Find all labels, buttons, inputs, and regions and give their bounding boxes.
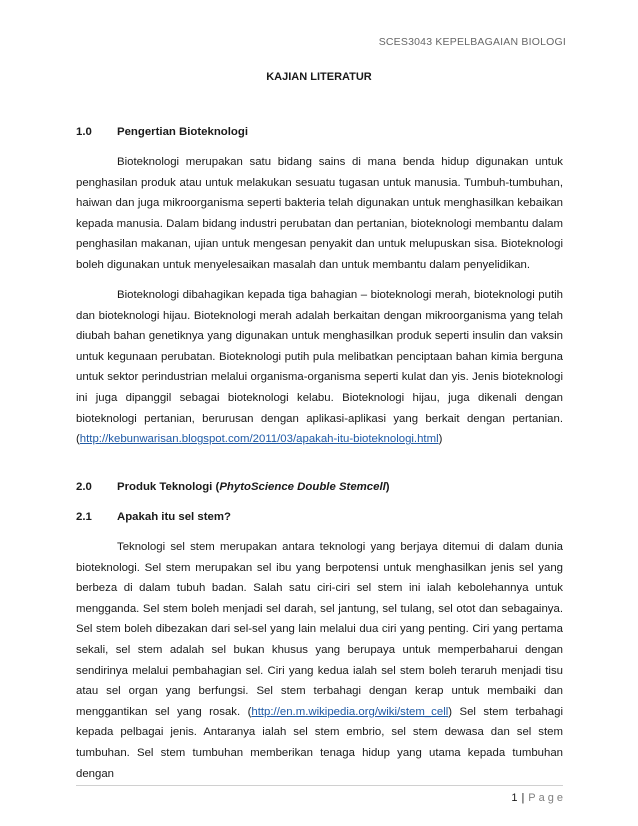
section-1-paragraph-1: Bioteknologi merupakan satu bidang sains di mana benda hidup digunakan untuk penghasilan produk atau untuk melakukan sesuatu tugasan untuk manusia. Tumbuh-tumbuhan, haiwan dan juga mikroorganisma seperti bakteria telah digunakan untuk menghasilkan kebaikan kepada manusia. Dalam bidang industri perubatan dan pertanian, bioteknologi membantu dalam penghasilan makanan, ujian untuk mengesan penyakit dan untuk melupuskan sisa. Bioteknologi boleh digunakan untuk menyelesaikan masalah dan untuk membantu dalam penyelidikan. xyxy=(76,156,563,271)
running-header: SCES3043 KEPELBAGAIAN BIOLOGI xyxy=(378,36,566,48)
footer-separator: | xyxy=(521,792,525,804)
page-number: 1 xyxy=(511,792,518,804)
section-2-title-suffix: ) xyxy=(385,481,390,493)
section-1-paragraph-2 xyxy=(76,285,563,450)
section-2-title-product: PhytoScience Double Stemcell xyxy=(219,481,386,493)
section-2-1-number: 2.1 xyxy=(76,511,92,523)
section-1-paragraph-2-text: Bioteknologi dibahagikan kepada tiga bahagian – bioteknologi merah, bioteknologi putih dan bioteknologi hijau. Bioteknologi merah adalah berkaitan dengan mikroorganisma yang telah diubah bahan genetiknya yang digunakan untuk menghasilkan produk seperti insulin dan vaksin untuk kegunaan perubatan. Bioteknologi putih pula melibatkan penciptaan bahan kimia berguna untuk sektor perindustrian melalui organisma-organisma seperti kulat dan yis. Jenis bioteknologi ini juga dipanggil sebagai bioteknologi kelabu. Bioteknologi hijau, juga dikenali dengan bioteknologi pertanian, berurusan dengan aplikasi-aplikasi yang berkait dengan pertanian. xyxy=(76,289,563,425)
wikipedia-stem-cell-link[interactable]: http://en.m.wikipedia.org/wiki/stem_cell xyxy=(251,705,449,718)
section-2-1-paragraph-continued: ) Sel stem terbahagi kepada pelbagai jenis. Antaranya ialah sel stem embrio, sel stem dewasa dan sel stem tumbuhan. Sel stem tumbuhan memberikan tenaga hidup yang utama kepada tumbuhan dengan xyxy=(76,705,564,780)
section-2-number: 2.0 xyxy=(76,481,92,493)
kebunwarisan-link[interactable]: http://kebunwarisan.blogspot.com/2011/03/apakah-itu-bioteknologi.html xyxy=(79,433,439,446)
page-label: Page xyxy=(528,792,566,804)
section-2-1-paragraph-text: Teknologi sel stem merupakan antara teknologi yang berjaya ditemui di dalam dunia bioteknologi. Sel stem merupakan sel ibu yang berpotensi untuk menghasilkan jenis sel yang berbeza di dalam tubuh badan. Salah satu ciri-ciri sel stem ini ialah kebolehannya untuk mengganda. Sel stem boleh menjadi sel darah, sel jantung, sel tulang, sel otot dan sebagainya. Sel stem boleh dibezakan dari sel-sel yang lain melalui dua ciri yang penting. Ciri yang pertama sekali, sel stem adalah sel bukan khusus yang berupaya untuk memperbaharui dengan sendirinya melalui pembahagian sel. Ciri yang kedua ialah sel stem boleh teraruh menjadi tisu atau sel organ yang berfungsi. Sel stem terbahagi dengan kerap untuk membaiki dan menggantikan sel yang rosak. ( xyxy=(76,541,563,718)
section-2-1-heading xyxy=(76,511,231,523)
page-footer xyxy=(511,792,566,804)
link-close-paren: ) xyxy=(438,433,443,446)
section-2-heading xyxy=(76,481,390,493)
section-2-1-title: Apakah itu sel stem? xyxy=(117,511,231,523)
section-1-number: 1.0 xyxy=(76,126,92,138)
section-2-1-paragraph xyxy=(76,537,563,784)
link-open-paren: ( xyxy=(76,433,80,446)
section-2-title-prefix: Produk Teknologi ( xyxy=(117,481,220,493)
document-title: KAJIAN LITERATUR xyxy=(266,71,372,83)
section-1-title: Pengertian Bioteknologi xyxy=(117,126,249,138)
section-1-heading xyxy=(76,126,248,138)
footer-divider xyxy=(76,785,563,786)
